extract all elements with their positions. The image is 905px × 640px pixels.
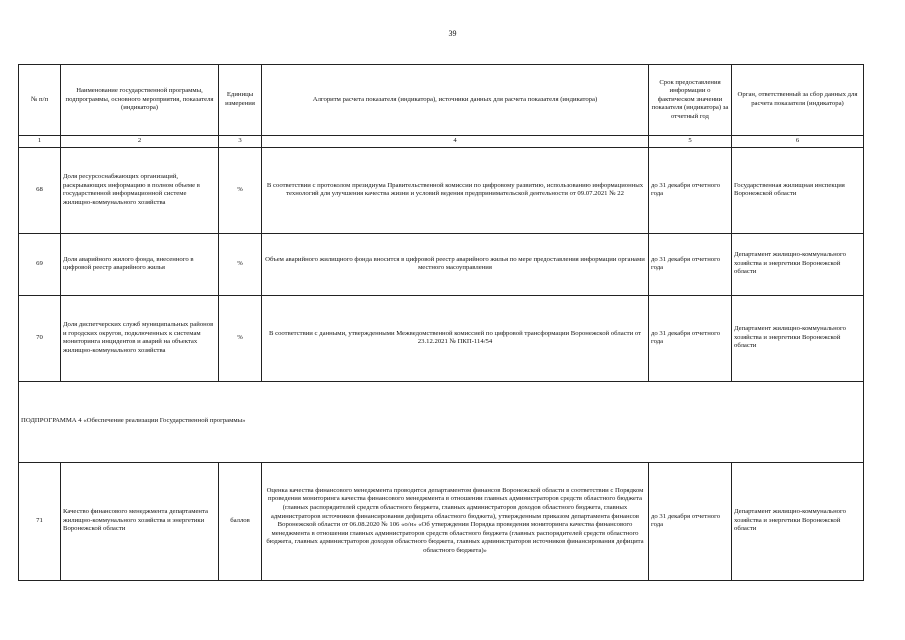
unit: баллов (219, 462, 262, 580)
row-number: 70 (19, 295, 61, 381)
column-number: 1 (19, 136, 61, 148)
column-number: 2 (61, 136, 219, 148)
column-numbers-row (19, 136, 864, 148)
responsible-body: Департамент жилищно-коммунального хозяйства и энергетики Воронежской области (732, 295, 864, 381)
responsible-body: Департамент жилищно-коммунального хозяйства и энергетики Воронежской области (732, 233, 864, 295)
deadline: до 31 декабря отчетного года (649, 462, 732, 580)
table-row (19, 147, 864, 233)
algorithm: В соответствии с протоколом президиума Правительственной комиссии по цифровому развитию, использованию информационных технологий для улучшения качества жизни и условий ведения предпринимательской деятельности от 09.07.2021 № 22 (262, 147, 649, 233)
algorithm: Объем аварийного жилищного фонда вносится в цифровой реестр аварийного жилья по мере предоставления информации органами местного масоуправления (262, 233, 649, 295)
responsible-body: Департамент жилищно-коммунального хозяйства и энергетики Воронежской области (732, 462, 864, 580)
header-responsible: Орган, ответственный за сбор данных для расчета показателя (индикатора) (732, 65, 864, 136)
table-header-row (19, 65, 864, 136)
row-number: 68 (19, 147, 61, 233)
table-row (19, 462, 864, 580)
indicator-name: Доля диспетчерских служб муниципальных районов и городских округов, подключенных к системам мониторинга инцидентов и аварий на объектах жилищно-коммунального хозяйства (61, 295, 219, 381)
page-number: 39 (448, 29, 457, 38)
indicator-name: Доля аварийного жилого фонда, внесенного в цифровой реестр аварийного жилья (61, 233, 219, 295)
subprogram-row (19, 381, 864, 462)
deadline: до 31 декабря отчетного года (649, 233, 732, 295)
header-algorithm: Алгоритм расчета показателя (индикатора), источники данных для расчета показателя (индикатора) (262, 65, 649, 136)
unit: % (219, 295, 262, 381)
indicators-table (18, 64, 864, 581)
column-number: 4 (262, 136, 649, 148)
indicator-name: Доля ресурсоснабжающих организаций, раскрывающих информацию в полном объеме в государственной информационной системе жилищно-коммунального хозяйства (61, 147, 219, 233)
column-number: 3 (219, 136, 262, 148)
row-number: 71 (19, 462, 61, 580)
deadline: до 31 декабря отчетного года (649, 147, 732, 233)
algorithm: В соответствии с данными, утвержденными Межведомственной комиссией по цифровой трансформации Воронежской области от 23.12.2021 № ПКП-114/54 (262, 295, 649, 381)
header-unit: Единицы измерения (219, 65, 262, 136)
column-number: 5 (649, 136, 732, 148)
deadline: до 31 декабря отчетного года (649, 295, 732, 381)
indicator-name: Качество финансового менеджмента департамента жилищно-коммунального хозяйства и энергетики Воронежской области (61, 462, 219, 580)
unit: % (219, 147, 262, 233)
header-deadline: Срок предоставления информации о фактическом значении показателя (индикатора) за отчетный год (649, 65, 732, 136)
subprogram-title: ПОДПРОГРАММА 4 «Обеспечение реализации Государственной программы» (19, 381, 864, 462)
table-row (19, 295, 864, 381)
header-name: Наименование государственной программы, подпрограммы, основного мероприятия, показателя (индикатора) (61, 65, 219, 136)
row-number: 69 (19, 233, 61, 295)
header-num: № п/п (19, 65, 61, 136)
column-number: 6 (732, 136, 864, 148)
responsible-body: Государственная жилищная инспекция Воронежской области (732, 147, 864, 233)
algorithm: Оценка качества финансового менеджмента проводится департаментом финансов Воронежской области в соответствии с Порядком проведения мониторинга качества финансового менеджмента в отношении главных администраторов средств областного бюджета (главных распорядителей средств областного бюджета, главных администраторов доходов областного бюджета, главных администраторов источников финансирования дефицита областного бюджета), утвержденным приказом департамента финансов Воронежской области от 06.08.2020 № 106 «о/н» «Об утверждении Порядка проведения мониторинга качества финансового менеджмента в отношении главных администраторов средств областного бюджета (главных распорядителей средств областного бюджета, главных администраторов доходов областного бюджета, главных администраторов источников финансирования дефицита областного бюджета)» (262, 462, 649, 580)
unit: % (219, 233, 262, 295)
table-row (19, 233, 864, 295)
